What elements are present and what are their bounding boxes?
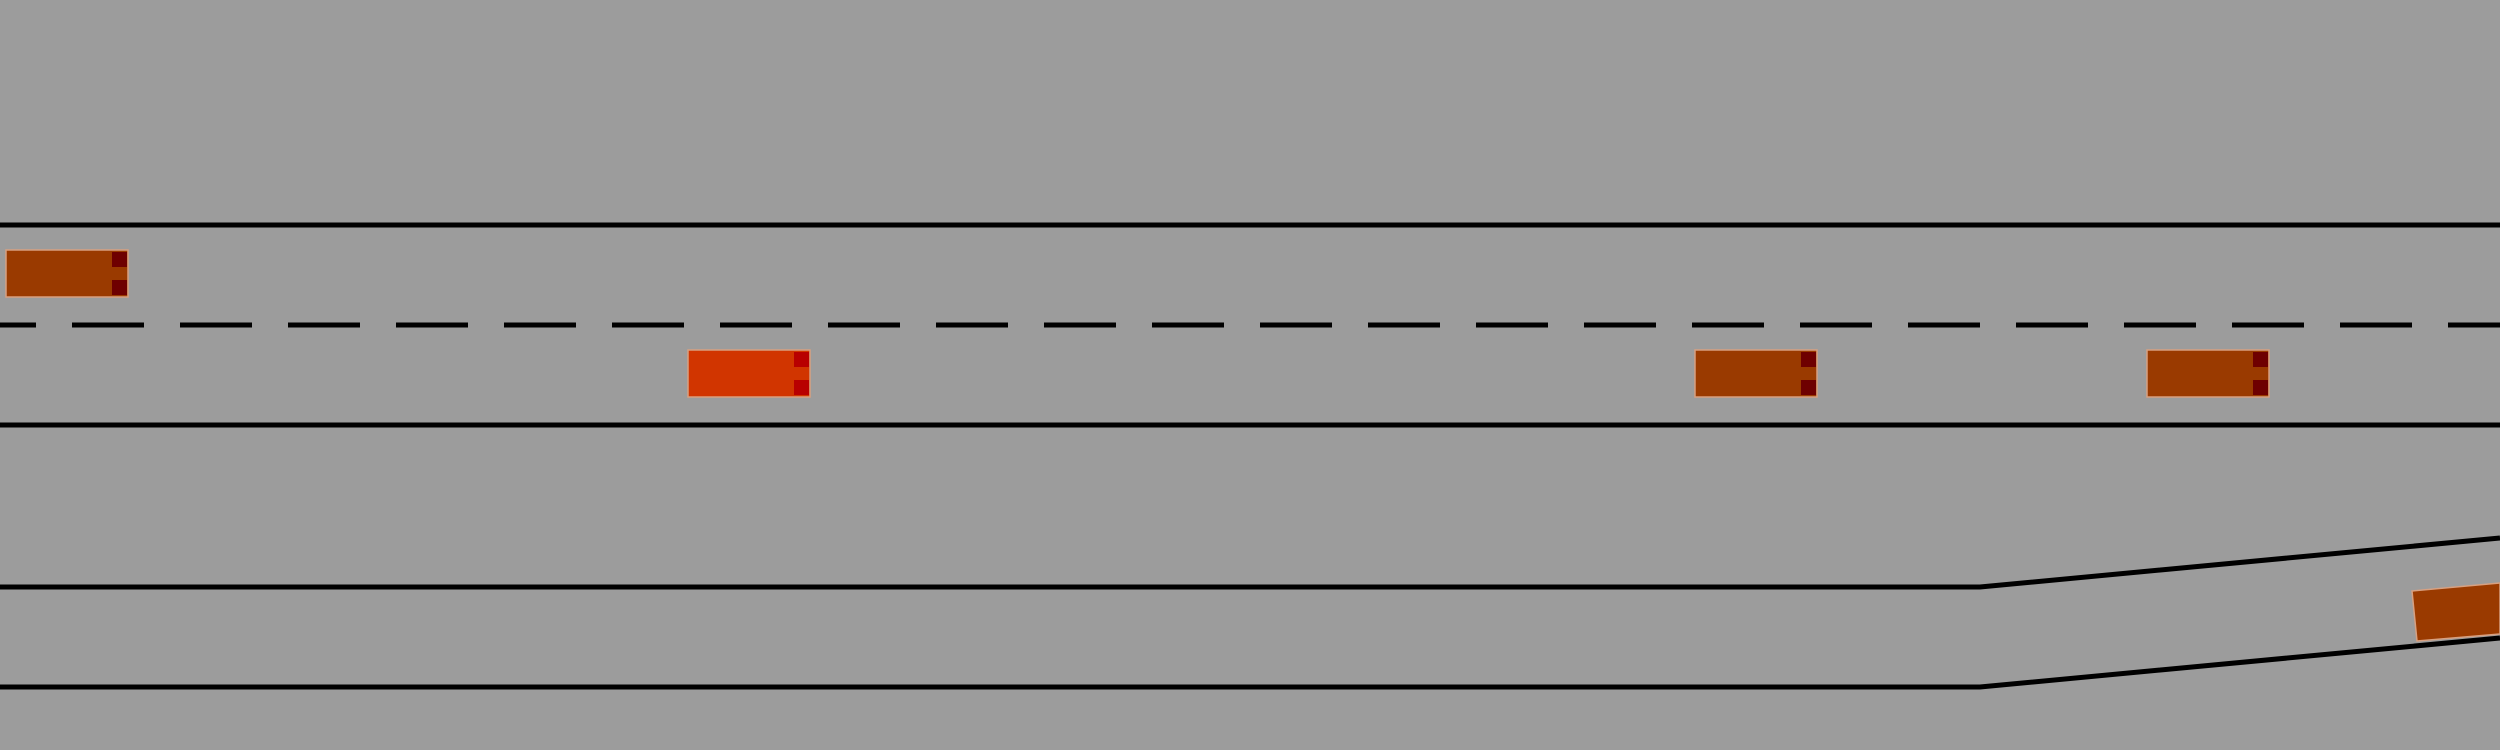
vehicle-body <box>688 350 810 397</box>
vehicle-lane-1 <box>6 250 128 297</box>
ego-vehicle <box>688 350 810 397</box>
rear-light-icon <box>1801 352 1816 367</box>
vehicle-body <box>2147 350 2269 397</box>
rear-light-icon <box>2253 380 2268 395</box>
rear-light-icon <box>112 252 127 267</box>
rear-light-icon <box>1801 380 1816 395</box>
vehicle-lane-2-b <box>2147 350 2269 397</box>
vehicle-body <box>6 250 128 297</box>
rear-light-icon <box>794 352 809 367</box>
vehicle-merge-ramp <box>2412 583 2500 641</box>
rear-light-icon <box>2253 352 2268 367</box>
vehicle-body <box>1695 350 1817 397</box>
rear-light-icon <box>794 380 809 395</box>
vehicle-body <box>2412 583 2500 641</box>
vehicle-lane-2-a <box>1695 350 1817 397</box>
rear-light-icon <box>112 280 127 295</box>
